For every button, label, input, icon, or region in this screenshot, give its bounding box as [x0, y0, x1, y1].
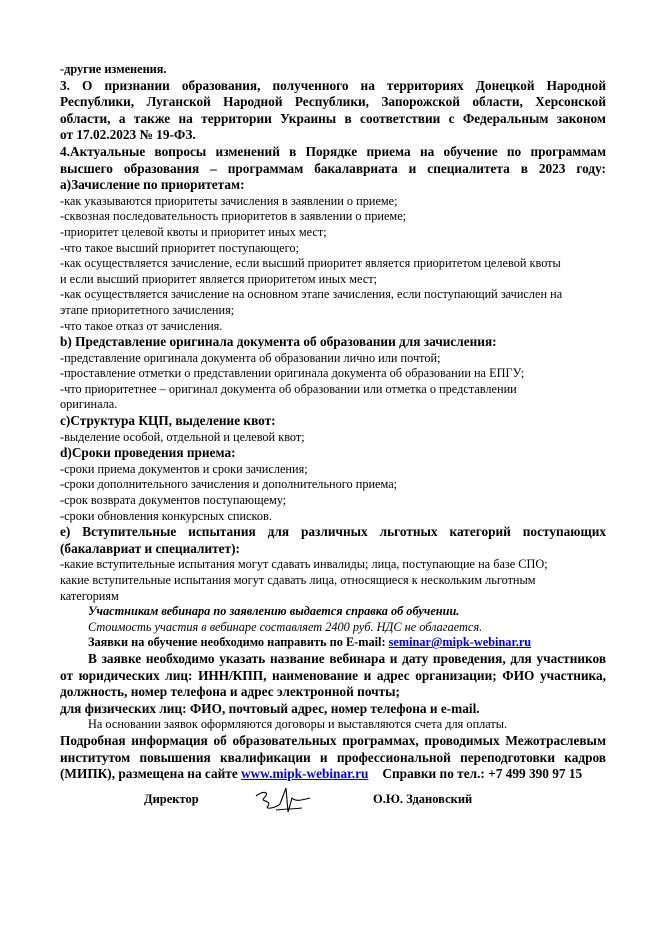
text-line: а)Зачисление по приоритетам:: [60, 177, 245, 193]
text-line: d)Сроки проведения приема:: [60, 445, 236, 461]
text-line: -как осуществляется зачисление, если высший приоритет является приоритетом целевой квоты: [60, 256, 561, 271]
text-line: -представление оригинала документа об образовании лично или почтой;: [60, 350, 441, 365]
text-line: 4.Актуальные вопросы изменений в Порядке приема на обучение по программам: [60, 143, 606, 159]
text-line: оригинала.: [60, 397, 118, 412]
contracts-note: На основании заявок оформляются договоры и выставляются счета для оплаты.: [88, 717, 508, 732]
text-line: этапе приоритетного зачисления;: [60, 302, 235, 317]
text-line: -что такое высший приоритет поступающего;: [60, 240, 299, 255]
text-line: и если высший приоритет является приоритетом иных мест;: [60, 271, 378, 286]
text-line: Республики, Луганской Народной Республики, Запорожской области, Херсонской: [60, 94, 606, 110]
detail-prefix: (МИПК), размещена на сайте: [60, 766, 242, 782]
certificate-note: Участникам вебинара по заявлению выдается справка об обучении.: [88, 604, 460, 619]
detail-line-2: институтом повышения квалификации и профессиональной переподготовки кадров: [60, 749, 606, 765]
text-line: -как указываются приоритеты зачисления в заявлении о приеме;: [60, 193, 398, 208]
requirements-line-3: должность, номер телефона и адрес электронной почты;: [60, 684, 400, 700]
text-line: e) Вступительные испытания для различных льготных категорий поступающих: [60, 524, 606, 540]
requirements-line-1: В заявке необходимо указать название вебинара и дату проведения, для участников: [88, 650, 606, 666]
text-line: -проставление отметки о представлении оригинала документа об образовании на ЕПГУ;: [60, 366, 525, 381]
document-body: [60, 62, 606, 783]
text-line: -выделение особой, отдельной и целевой квот;: [60, 429, 305, 444]
text-line: -сроки обновления конкурсных списков.: [60, 508, 272, 523]
text-line: c)Структура КЦП, выделение квот:: [60, 413, 276, 429]
text-line: -сквозная последовательность приоритетов в заявлении о приеме;: [60, 209, 407, 224]
signatory-name: О.Ю. Здановский: [373, 792, 473, 806]
text-line: от 17.02.2023 № 19-ФЗ.: [60, 127, 196, 143]
text-line: -что такое отказ от зачисления.: [60, 318, 223, 333]
program-list: [60, 62, 606, 604]
text-line: 3. О признании образования, полученного на территориях Донецкой Народной: [60, 77, 606, 93]
handwritten-signature-icon: [250, 782, 320, 818]
phone-text: Справки по тел.: +7 499 390 97 15: [382, 766, 583, 782]
text-line: -какие вступительные испытания могут сдавать инвалиды; лица, поступающие на базе СПО;: [60, 557, 548, 572]
text-line: -сроки дополнительного зачисления и дополнительного приема;: [60, 477, 398, 492]
text-line: -что приоритетнее – оригинал документа об образовании или отметка о представлении: [60, 381, 517, 396]
signature-title: Директор: [144, 792, 199, 806]
text-line: (бакалавриат и специалитет):: [60, 540, 240, 556]
text-line: b) Представление оригинала документа об образовании для зачисления:: [60, 334, 497, 350]
text-line: области, а также на территории Украины в соответствии с Федеральным законом: [60, 110, 606, 126]
apply-line: [60, 635, 606, 651]
email-link[interactable]: seminar@mipk-webinar.ru: [388, 635, 532, 650]
text-line: высшего образования – программам бакалавриата и специалитета в 2023 году:: [60, 160, 606, 176]
text-line: -сроки приема документов и сроки зачисления;: [60, 461, 308, 476]
requirements-line-2: от юридических лиц: ИНН/КПП, наименование и адрес организации; ФИО участника,: [60, 667, 606, 683]
text-line: какие вступительные испытания могут сдавать лица, относящиеся к нескольким льготным: [60, 573, 536, 587]
apply-prefix: Заявки на обучение необходимо направить по E-mail:: [88, 635, 389, 650]
detail-line-1: Подробная информация об образовательных программах, проводимых Межотраслевым: [60, 732, 606, 748]
text-line: категориям: [60, 588, 119, 603]
text-line: -другие изменения.: [60, 62, 167, 76]
text-line: -срок возврата документов поступающему;: [60, 493, 287, 508]
requirements-line-4: для физических лиц: ФИО, почтовый адрес, номер телефона и e-mail.: [60, 700, 480, 716]
detail-line-3: [60, 766, 606, 783]
text-line: -как осуществляется зачисление на основном этапе зачисления, если поступающий зачислен на: [60, 287, 563, 302]
text-line: -приоритет целевой квоты и приоритет иных мест;: [60, 224, 327, 239]
signature-row: [60, 782, 606, 822]
site-link[interactable]: www.mipk-webinar.ru: [241, 766, 369, 782]
cost-note: Стоимость участия в вебинаре составляет 2400 руб. НДС не облагается.: [88, 619, 483, 634]
